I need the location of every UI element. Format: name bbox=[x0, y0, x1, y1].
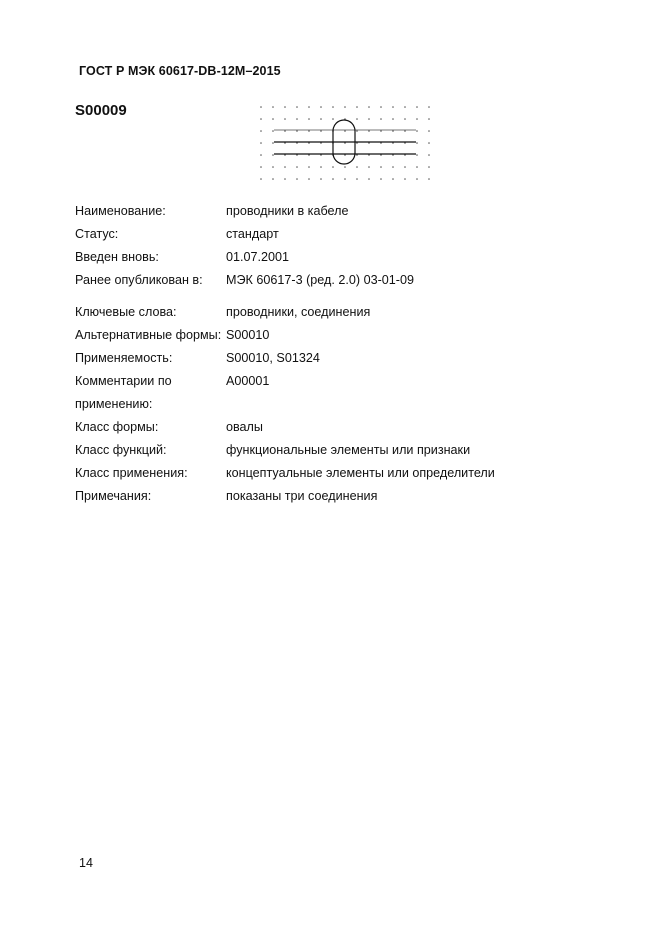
grid-dot bbox=[296, 166, 298, 168]
grid-dot bbox=[368, 166, 370, 168]
grid-dot bbox=[308, 118, 310, 120]
grid-dot bbox=[428, 106, 430, 108]
document-header: ГОСТ Р МЭК 60617-DB-12M–2015 bbox=[79, 64, 281, 78]
grid-dot bbox=[272, 118, 274, 120]
grid-dot bbox=[308, 166, 310, 168]
field-label: Альтернативные формы: bbox=[75, 328, 222, 342]
grid-dot bbox=[380, 106, 382, 108]
grid-dot bbox=[272, 178, 274, 180]
symbol-attributes bbox=[75, 200, 555, 508]
grid-dot bbox=[404, 166, 406, 168]
grid-dot bbox=[320, 178, 322, 180]
field-label: Класс применения: bbox=[75, 466, 188, 480]
grid-dot bbox=[416, 106, 418, 108]
grid-dot bbox=[368, 106, 370, 108]
grid-dot bbox=[356, 178, 358, 180]
grid-dot bbox=[416, 178, 418, 180]
grid-dot bbox=[272, 154, 274, 156]
field-row-keywords bbox=[75, 301, 555, 324]
grid-dot bbox=[416, 130, 418, 132]
grid-dot bbox=[380, 166, 382, 168]
grid-dot bbox=[284, 166, 286, 168]
field-label: Статус: bbox=[75, 227, 119, 241]
grid-dot bbox=[368, 118, 370, 120]
grid-dot bbox=[356, 118, 358, 120]
field-label: Ранее опубликован в: bbox=[75, 273, 203, 287]
grid-dot bbox=[428, 178, 430, 180]
grid-dot bbox=[416, 166, 418, 168]
field-label: Введен вновь: bbox=[75, 250, 159, 264]
field-label: Примечания: bbox=[75, 489, 152, 503]
field-label: Класс функций: bbox=[75, 443, 167, 457]
grid-dot bbox=[392, 106, 394, 108]
field-value: овалы bbox=[226, 420, 263, 434]
field-label: Применяемость: bbox=[75, 351, 173, 365]
cable-conductors-oval-icon bbox=[256, 102, 436, 186]
grid-dot bbox=[296, 118, 298, 120]
grid-dot bbox=[320, 118, 322, 120]
field-value: S00010 bbox=[226, 328, 270, 342]
grid-dot bbox=[404, 106, 406, 108]
grid-dot bbox=[416, 154, 418, 156]
field-label: Класс формы: bbox=[75, 420, 159, 434]
field-row-function-class bbox=[75, 439, 555, 462]
grid-dot bbox=[272, 142, 274, 144]
field-label: Ключевые слова: bbox=[75, 305, 177, 319]
grid-dot bbox=[404, 178, 406, 180]
grid-dot bbox=[260, 166, 262, 168]
grid-dot bbox=[428, 166, 430, 168]
field-row-applicability bbox=[75, 347, 555, 370]
grid-dot bbox=[332, 178, 334, 180]
field-label: Комментарии по применению: bbox=[75, 374, 172, 411]
grid-dot bbox=[260, 130, 262, 132]
grid-dot bbox=[332, 166, 334, 168]
grid-dot bbox=[428, 154, 430, 156]
grid-dot bbox=[296, 106, 298, 108]
grid-dot bbox=[308, 178, 310, 180]
field-value: проводники, соединения bbox=[226, 305, 371, 319]
grid-dot bbox=[392, 118, 394, 120]
field-row-shape-class bbox=[75, 416, 555, 439]
grid-dot bbox=[416, 118, 418, 120]
field-value: функциональные элементы или признаки bbox=[226, 443, 471, 457]
grid-dot bbox=[428, 142, 430, 144]
grid-dot bbox=[428, 118, 430, 120]
grid-dot bbox=[260, 118, 262, 120]
field-row-introduced bbox=[75, 246, 555, 269]
grid-dot bbox=[332, 118, 334, 120]
field-value: показаны три соединения bbox=[226, 489, 378, 503]
grid-dot bbox=[296, 178, 298, 180]
grid-dot bbox=[392, 178, 394, 180]
grid-dot bbox=[260, 142, 262, 144]
grid-dot bbox=[272, 166, 274, 168]
grid-dot bbox=[356, 166, 358, 168]
field-row-comments bbox=[75, 370, 555, 416]
grid-dot bbox=[344, 106, 346, 108]
grid-dot bbox=[260, 154, 262, 156]
field-row-status bbox=[75, 223, 555, 246]
grid-dot bbox=[368, 178, 370, 180]
grid-dot bbox=[344, 166, 346, 168]
grid-dot bbox=[284, 106, 286, 108]
grid-dot bbox=[320, 166, 322, 168]
field-value: стандарт bbox=[226, 227, 279, 241]
field-value: 01.07.2001 bbox=[226, 250, 290, 264]
grid-dot bbox=[308, 106, 310, 108]
field-value: МЭК 60617-3 (ред. 2.0) 03-01-09 bbox=[226, 273, 414, 287]
field-value: A00001 bbox=[226, 374, 270, 388]
field-row-alternative-forms bbox=[75, 324, 555, 347]
grid-dot bbox=[260, 106, 262, 108]
grid-dot bbox=[284, 118, 286, 120]
grid-dot bbox=[380, 118, 382, 120]
field-value: S00010, S01324 bbox=[226, 351, 320, 365]
field-row-published-in bbox=[75, 269, 555, 292]
page-number: 14 bbox=[79, 856, 93, 870]
grid-dot bbox=[332, 106, 334, 108]
field-row-notes bbox=[75, 485, 555, 508]
symbol-code: S00009 bbox=[75, 102, 127, 119]
grid-dot bbox=[416, 142, 418, 144]
field-row-application-class bbox=[75, 462, 555, 485]
grid-dot bbox=[392, 166, 394, 168]
field-row-name bbox=[75, 200, 555, 223]
field-label: Наименование: bbox=[75, 204, 166, 218]
field-value: концептуальные элементы или определители bbox=[226, 466, 495, 480]
grid-dot bbox=[344, 178, 346, 180]
grid-dot bbox=[428, 130, 430, 132]
grid-dot bbox=[272, 106, 274, 108]
grid-dot bbox=[380, 178, 382, 180]
grid-dot bbox=[404, 118, 406, 120]
grid-dot bbox=[356, 106, 358, 108]
grid-dot bbox=[272, 130, 274, 132]
grid-dot bbox=[320, 106, 322, 108]
grid-dot bbox=[260, 178, 262, 180]
grid-dot bbox=[284, 178, 286, 180]
field-value: проводники в кабеле bbox=[226, 204, 349, 218]
